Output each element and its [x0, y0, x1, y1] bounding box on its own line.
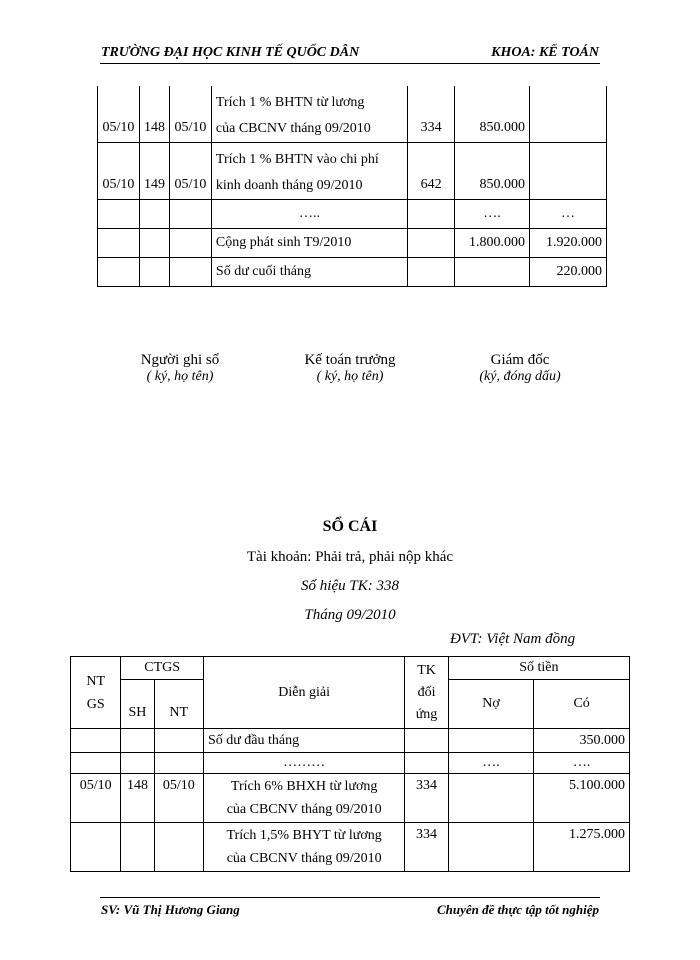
row-description-line2: của CBCNV tháng 09/2010 [226, 802, 382, 817]
header-sh: SH [121, 680, 154, 729]
signature-title: Người ghi sổ [140, 352, 220, 368]
row-credit: 1.275.000 [534, 823, 630, 872]
closing-desc: Số dư cuối tháng [211, 258, 407, 287]
header-account-line3: ứng [415, 706, 438, 722]
footer-rule [100, 897, 600, 898]
ellipsis-row [71, 753, 630, 774]
row-description-line2: của CBCNV tháng 09/2010 [226, 851, 382, 866]
ledger-title: SỔ CÁI [322, 518, 378, 535]
ellipsis-credit: … [530, 200, 607, 229]
closing-credit: 220.000 [530, 258, 607, 287]
row-description-line1: Trích 6% BHXH từ lương [230, 779, 378, 794]
row-description [203, 774, 404, 823]
row-sh [121, 823, 154, 872]
faculty-name: KHOA: KẾ TOÁN [491, 45, 599, 60]
table-row [98, 86, 607, 143]
row-description-line1: Trích 1,5% BHYT từ lương [226, 828, 382, 843]
ellipsis-credit: …. [534, 753, 630, 774]
total-row [98, 229, 607, 258]
ledger-unit: ĐVT: Việt Nam đồng [450, 631, 576, 647]
signature-title: Giám đốc [490, 352, 550, 368]
total-debit: 1.800.000 [455, 229, 530, 258]
row-description [203, 823, 404, 872]
row-date: 05/10 [98, 143, 140, 200]
row-nt [154, 823, 203, 872]
signature-sub: ( ký, họ tên) [316, 369, 384, 384]
signature-director [450, 352, 590, 385]
row-credit [530, 143, 607, 200]
header-account-line2: đối [417, 684, 436, 700]
row-account: 334 [408, 86, 455, 143]
header-debit: Nợ [448, 680, 534, 729]
ellipsis-desc: ……… [203, 753, 404, 774]
row-debit: 850.000 [455, 86, 530, 143]
closing-balance-row [98, 258, 607, 287]
row-nt: 05/10 [154, 774, 203, 823]
row-debit: 850.000 [455, 143, 530, 200]
ellipsis-desc: ….. [211, 200, 407, 229]
header-amount: Số tiền [448, 657, 629, 680]
row-description-line2: kinh doanh tháng 09/2010 [215, 178, 363, 193]
signature-title: Kế toán trưởng [304, 352, 396, 368]
ledger-account-no: Số hiệu TK: 338 [301, 578, 399, 594]
ledger-month: Tháng 09/2010 [304, 607, 396, 623]
student-name: SV: Vũ Thị Hương Giang [101, 902, 240, 917]
report-topic: Chuyên đề thực tập tốt nghiệp [437, 902, 599, 917]
signature-chief-accountant [275, 352, 425, 385]
total-credit: 1.920.000 [530, 229, 607, 258]
header-ntgs-line1: NT [86, 673, 106, 689]
opening-balance-row [71, 729, 630, 753]
general-ledger-table [70, 656, 630, 872]
header-row [71, 657, 630, 680]
row-date: 05/10 [71, 774, 121, 823]
total-desc: Cộng phát sinh T9/2010 [211, 229, 407, 258]
header-rule [100, 63, 600, 64]
header-account [405, 657, 448, 729]
row-sh: 149 [139, 143, 169, 200]
signature-sub: (ký, đóng dấu) [479, 369, 561, 384]
row-account: 642 [408, 143, 455, 200]
row-description [211, 143, 407, 200]
row-description [211, 86, 407, 143]
header-ntgs [71, 657, 121, 729]
row-sh: 148 [139, 86, 169, 143]
row-description-line1: Trích 1 % BHTN vào chi phí [215, 152, 379, 167]
header-nt: NT [154, 680, 203, 729]
row-date [71, 823, 121, 872]
school-name: TRƯỜNG ĐẠI HỌC KINH TẾ QUỐC DÂN [101, 45, 360, 60]
row-credit [530, 86, 607, 143]
row-account: 334 [405, 774, 448, 823]
header-ctgs: CTGS [121, 657, 204, 680]
table-row [98, 143, 607, 200]
row-description-line2: của CBCNV tháng 09/2010 [215, 121, 371, 136]
table-row [71, 823, 630, 872]
row-account: 334 [405, 823, 448, 872]
header-description: Diễn giải [203, 657, 404, 729]
ledger-detail-table [97, 86, 607, 287]
opening-desc: Số dư đầu tháng [203, 729, 404, 753]
ledger-account: Tài khoản: Phải trả, phải nộp khác [246, 549, 454, 565]
signature-recorder [110, 352, 250, 385]
table-row [71, 774, 630, 823]
header-credit: Có [534, 680, 630, 729]
header-ntgs-line2: GS [86, 696, 105, 712]
row-nt: 05/10 [169, 86, 211, 143]
ellipsis-debit: …. [455, 200, 530, 229]
row-nt: 05/10 [169, 143, 211, 200]
ellipsis-row [98, 200, 607, 229]
row-sh: 148 [121, 774, 154, 823]
signature-sub: ( ký, họ tên) [146, 369, 214, 384]
ellipsis-debit: …. [448, 753, 534, 774]
row-date: 05/10 [98, 86, 140, 143]
row-description-line1: Trích 1 % BHTN từ lương [215, 95, 365, 110]
row-credit: 5.100.000 [534, 774, 630, 823]
header-account-line1: TK [417, 662, 436, 678]
opening-credit: 350.000 [534, 729, 630, 753]
